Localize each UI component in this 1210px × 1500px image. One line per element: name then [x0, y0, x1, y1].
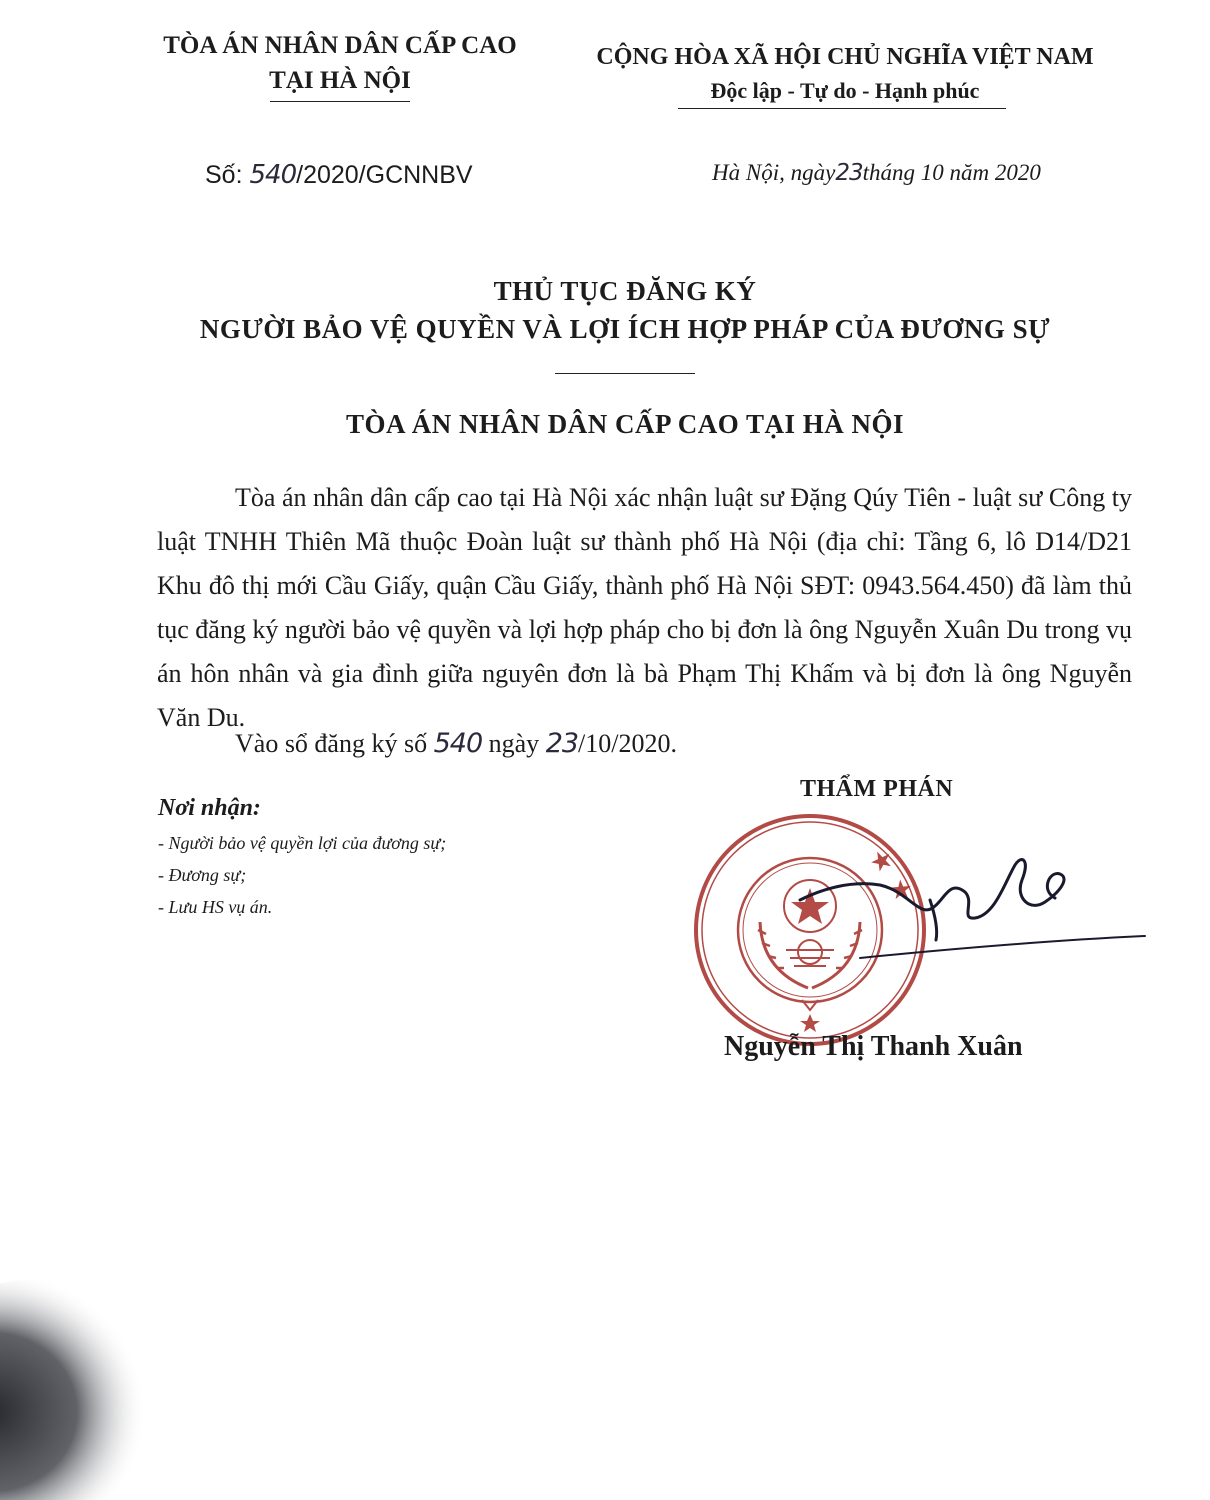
judge-name: Nguyễn Thị Thanh Xuân	[724, 1031, 1023, 1062]
court-header	[140, 30, 540, 102]
document-title-line1: THỦ TỤC ĐĂNG KÝ	[493, 276, 757, 306]
doc-number-prefix: Số:	[205, 161, 250, 189]
judge-title: THẨM PHÁN	[800, 776, 954, 802]
register-mid: ngày	[482, 729, 546, 758]
date-handwritten-day: 23	[835, 160, 863, 186]
register-suffix: /10/2020.	[578, 729, 677, 758]
date-line	[712, 160, 1041, 186]
court-name-line2: TẠI HÀ NỘI	[269, 67, 411, 94]
signature-icon	[760, 840, 1160, 1000]
scan-shadow	[0, 1270, 180, 1500]
body-paragraph: Tòa án nhân dân cấp cao tại Hà Nội xác nhận luật sư Đặng Qúy Tiên - luật sư Công ty luật TNHH Thiên Mã thuộc Đoàn luật sư thành phố Hà Nội (địa chỉ: Tầng 6, lô D14/D21 Khu đô thị mới Cầu Giấy, quận Cầu Giấy, thành phố Hà Nội SĐT: 0943.564.450) đã làm thủ tục đăng ký người bảo vệ quyền và lợi hợp pháp cho bị đơn là ông Nguyễn Xuân Du trong vụ án hôn nhân và gia đình giữa nguyên đơn là bà Phạm Thị Khấm và bị đơn là ông Nguyễn Văn Du.	[157, 483, 1132, 732]
title-block	[100, 274, 1150, 441]
court-underline	[270, 101, 410, 102]
svg-text:★ ★: ★ ★	[865, 844, 918, 908]
register-line	[235, 728, 677, 759]
title-divider	[555, 373, 695, 374]
recipients-block	[158, 793, 658, 923]
document-number	[205, 160, 473, 190]
recipients-list	[158, 827, 658, 923]
doc-number-suffix: /2020/GCNNBV	[296, 161, 473, 189]
doc-number-handwritten: 540	[249, 160, 297, 190]
register-prefix: Vào sổ đăng ký số	[235, 729, 434, 758]
date-suffix: tháng 10 năm 2020	[862, 160, 1041, 185]
register-day-handwritten: 23	[545, 728, 579, 759]
document-title-line2: NGƯỜI BẢO VỆ QUYỀN VÀ LỢI ÍCH HỢP PHÁP CỦA ĐƯƠNG SỰ	[199, 314, 1051, 344]
nation-header	[580, 42, 1110, 109]
date-prefix: Hà Nội, ngày	[712, 160, 836, 185]
recipients-title: Nơi nhận:	[158, 795, 261, 821]
recipient-item: - Lưu HS vụ án.	[158, 897, 273, 917]
nation-motto: Độc lập - Tự do - Hạnh phúc	[710, 78, 980, 103]
register-number-handwritten: 540	[433, 728, 483, 759]
recipient-item: - Đương sự;	[158, 865, 247, 885]
motto-underline	[678, 108, 1006, 109]
recipient-item: - Người bảo vệ quyền lợi của đương sự;	[158, 833, 447, 853]
issuer-name: TÒA ÁN NHÂN DÂN CẤP CAO TẠI HÀ NỘI	[345, 409, 905, 439]
nation-name: CỘNG HÒA XÃ HỘI CHỦ NGHĨA VIỆT NAM	[596, 44, 1094, 70]
court-name-line1: TÒA ÁN NHÂN DÂN CẤP CAO	[163, 32, 517, 59]
